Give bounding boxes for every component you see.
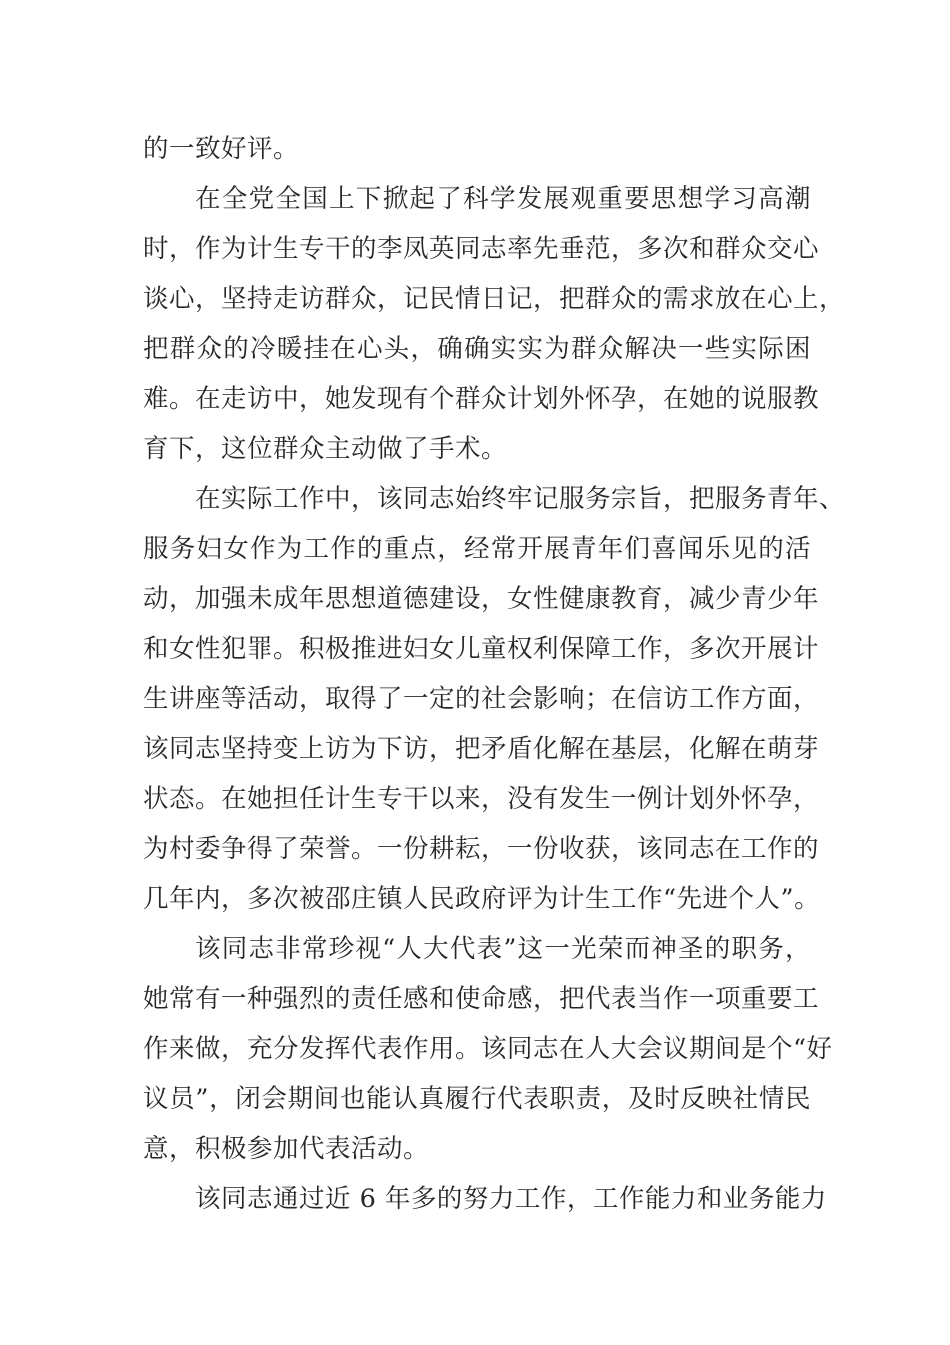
paragraph-3-line-1: 在实际工作中，该同志始终牢记服务宗旨，把服务青年、 xyxy=(195,484,846,514)
paragraph-2-line-1: 在全党全国上下掀起了科学发展观重要思想学习高潮 xyxy=(195,184,811,214)
paragraph-3-line-3: 动，加强未成年思想道德建设，女性健康教育，减少青少年 xyxy=(143,584,820,614)
paragraph-4-line-5: 意，积极参加代表活动。 xyxy=(143,1134,430,1164)
paragraph-4-line-2: 她常有一种强烈的责任感和使命感，把代表当作一项重要工 xyxy=(143,984,820,1014)
paragraph-3-line-7: 状态。在她担任计生专干以来，没有发生一例计划外怀孕， xyxy=(143,784,820,814)
paragraph-5-line-1: 该同志通过近 6 年多的努力工作，工作能力和业务能力 xyxy=(195,1184,827,1214)
paragraph-4-line-4: 议员”，闭会期间也能认真履行代表职责，及时反映社情民 xyxy=(143,1084,811,1114)
paragraph-3-line-2: 服务妇女作为工作的重点，经常开展青年们喜闻乐见的活 xyxy=(143,534,811,564)
paragraph-3-line-5: 生讲座等活动，取得了一定的社会影响；在信访工作方面， xyxy=(143,684,820,714)
paragraph-2-line-2: 时，作为计生专干的李凤英同志率先垂范，多次和群众交心 xyxy=(143,234,820,264)
text-line-1: 的一致好评。 xyxy=(143,134,300,164)
paragraph-4-line-3: 作来做，充分发挥代表作用。该同志在人大会议期间是个“好 xyxy=(143,1034,833,1064)
paragraph-2-line-4: 把群众的冷暖挂在心头，确确实实为群众解决一些实际困 xyxy=(143,334,811,364)
paragraph-3-line-4: 和女性犯罪。积极推进妇女儿童权利保障工作，多次开展计 xyxy=(143,634,820,664)
paragraph-4-line-1: 该同志非常珍视“人大代表”这一光荣而神圣的职务， xyxy=(195,934,811,964)
paragraph-3-line-9: 几年内，多次被邵庄镇人民政府评为计生工作“先进个人”。 xyxy=(143,884,821,914)
paragraph-2-line-3: 谈心，坚持走访群众，记民情日记，把群众的需求放在心上， xyxy=(143,284,846,314)
paragraph-3-line-6: 该同志坚持变上访为下访，把矛盾化解在基层，化解在萌芽 xyxy=(143,734,820,764)
paragraph-2-line-6: 育下，这位群众主动做了手术。 xyxy=(143,434,508,464)
paragraph-3-line-8: 为村委争得了荣誉。一份耕耘，一份收获，该同志在工作的 xyxy=(143,834,820,864)
paragraph-2-line-5: 难。在走访中，她发现有个群众计划外怀孕，在她的说服教 xyxy=(143,384,820,414)
